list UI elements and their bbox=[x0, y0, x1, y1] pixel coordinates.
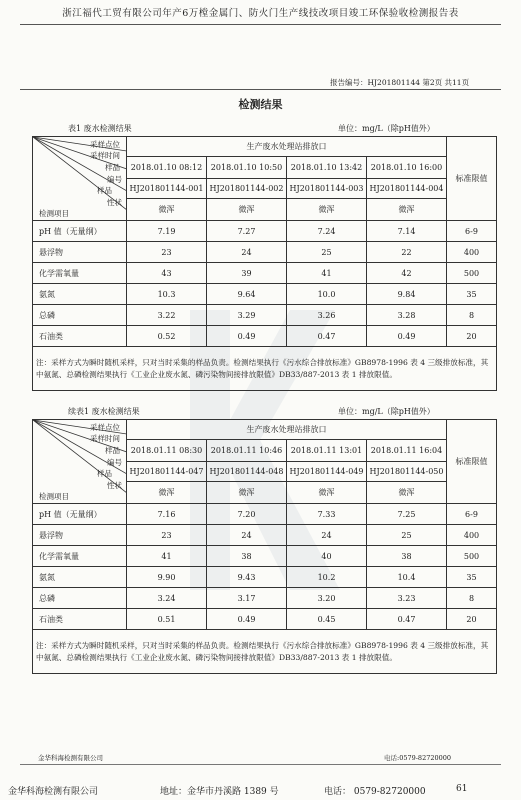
report-number-divider bbox=[20, 89, 501, 90]
table1-sample-id-2: HJ201801144-002 bbox=[207, 179, 287, 199]
limit-cell: 500 bbox=[447, 263, 497, 284]
value-cell: 3.17 bbox=[207, 588, 287, 609]
table-row bbox=[33, 525, 497, 546]
table1-sample-id-3: HJ201801144-003 bbox=[287, 179, 367, 199]
value-cell: 22 bbox=[367, 242, 447, 263]
footer-org-small: 金华科海检测有限公司 bbox=[38, 754, 103, 762]
value-cell: 0.47 bbox=[287, 326, 367, 347]
value-cell: 3.29 bbox=[207, 305, 287, 326]
value-cell: 3.28 bbox=[367, 305, 447, 326]
value-cell: 7.14 bbox=[367, 221, 447, 242]
limit-cell: 400 bbox=[447, 525, 497, 546]
value-cell: 3.22 bbox=[127, 305, 207, 326]
table-row bbox=[33, 504, 497, 525]
table1-sample-id-1: HJ201801144-001 bbox=[127, 179, 207, 199]
value-cell: 23 bbox=[127, 242, 207, 263]
table-row bbox=[33, 221, 497, 242]
value-cell: 41 bbox=[127, 546, 207, 567]
table2-location: 生产废水处理站排放口 bbox=[127, 420, 447, 440]
table1-time-4: 2018.01.10 16:00 bbox=[367, 157, 447, 179]
corner-label-time: 采样时间 bbox=[90, 434, 120, 443]
table2-sample-id-2: HJ201801144-048 bbox=[207, 462, 287, 482]
table1-time-2: 2018.01.10 10:50 bbox=[207, 157, 287, 179]
value-cell: 0.49 bbox=[207, 609, 287, 630]
row-item: pH 值（无量纲） bbox=[33, 504, 127, 525]
table2-limit-header: 标准限值 bbox=[447, 420, 497, 504]
value-cell: 24 bbox=[287, 525, 367, 546]
table2-sample-id-1: HJ201801144-047 bbox=[127, 462, 207, 482]
table2-corner-header bbox=[33, 420, 127, 504]
table2-time-2: 2018.01.11 10:46 bbox=[207, 440, 287, 462]
table1-time-1: 2018.01.10 08:12 bbox=[127, 157, 207, 179]
value-cell: 9.90 bbox=[127, 567, 207, 588]
footer-address: 地址：金华市丹溪路 1389 号 bbox=[160, 787, 279, 797]
table-row bbox=[33, 588, 497, 609]
row-item: 氨氮 bbox=[33, 284, 127, 305]
table1-appearance-3: 微浑 bbox=[287, 199, 367, 221]
table1-time-3: 2018.01.10 13:42 bbox=[287, 157, 367, 179]
row-item: 化学需氧量 bbox=[33, 263, 127, 284]
table-row bbox=[33, 263, 497, 284]
value-cell: 25 bbox=[287, 242, 367, 263]
table2-unit: 单位：mg/L（除pH值外） bbox=[338, 407, 435, 416]
table2-time-1: 2018.01.11 08:30 bbox=[127, 440, 207, 462]
row-item: 总磷 bbox=[33, 305, 127, 326]
corner-label-id: 编号 bbox=[107, 458, 122, 467]
value-cell: 7.27 bbox=[207, 221, 287, 242]
table2-wastewater-results bbox=[32, 419, 497, 674]
table1-caption: 表1 废水检测结果 bbox=[68, 124, 132, 133]
row-item: 氨氮 bbox=[33, 567, 127, 588]
table1-appearance-2: 微浑 bbox=[207, 199, 287, 221]
value-cell: 10.4 bbox=[367, 567, 447, 588]
table1-note: 注：采样方式为瞬时随机采样，只对当时采集的样品负责。检测结果执行《污水综合排放标准》GB8978-1996 表 4 三级排放标准，其中氨氮、总磷检测结果执行《工业企业废水氮、磷污染物间接排放限值》DB33/887-2013 表 1 排放限值。 bbox=[33, 347, 497, 391]
row-item: 石油类 bbox=[33, 326, 127, 347]
value-cell: 24 bbox=[207, 525, 287, 546]
limit-cell: 8 bbox=[447, 588, 497, 609]
value-cell: 9.64 bbox=[207, 284, 287, 305]
row-item: pH 值（无量纲） bbox=[33, 221, 127, 242]
corner-label-item: 检测项目 bbox=[39, 492, 69, 501]
table2-note: 注：采样方式为瞬时随机采样，只对当时采集的样品负责。检测结果执行《污水综合排放标准》GB8978-1996 表 4 三级排放标准，其中氨氮、总磷检测结果执行《工业企业废水氮、磷污染物间接排放限值》DB33/887-2013 表 1 排放限值。 bbox=[33, 630, 497, 674]
table2-appearance-2: 微浑 bbox=[207, 482, 287, 504]
corner-label-appearance: 性状 bbox=[107, 481, 122, 490]
value-cell: 7.33 bbox=[287, 504, 367, 525]
row-item: 悬浮物 bbox=[33, 525, 127, 546]
value-cell: 43 bbox=[127, 263, 207, 284]
table1-appearance-1: 微浑 bbox=[127, 199, 207, 221]
value-cell: 0.52 bbox=[127, 326, 207, 347]
value-cell: 7.16 bbox=[127, 504, 207, 525]
corner-label-sample: 样品 bbox=[105, 163, 120, 172]
table2-caption: 续表1 废水检测结果 bbox=[68, 407, 140, 416]
value-cell: 23 bbox=[127, 525, 207, 546]
document-header: 浙江福代工贸有限公司年产6万樘金属门、防火门生产线技改项目竣工环保验收检测报告表 bbox=[62, 8, 459, 19]
limit-cell: 500 bbox=[447, 546, 497, 567]
value-cell: 10.2 bbox=[287, 567, 367, 588]
value-cell: 24 bbox=[207, 242, 287, 263]
value-cell: 10.3 bbox=[127, 284, 207, 305]
table1-wastewater-results bbox=[32, 136, 497, 391]
value-cell: 40 bbox=[287, 546, 367, 567]
value-cell: 41 bbox=[287, 263, 367, 284]
row-item: 石油类 bbox=[33, 609, 127, 630]
table2-time-3: 2018.01.11 13:01 bbox=[287, 440, 367, 462]
value-cell: 38 bbox=[207, 546, 287, 567]
value-cell: 0.49 bbox=[207, 326, 287, 347]
table1-location: 生产废水处理站排放口 bbox=[127, 137, 447, 157]
footer-org: 金华科海检测有限公司 bbox=[8, 787, 99, 797]
table2-time-4: 2018.01.11 16:04 bbox=[367, 440, 447, 462]
value-cell: 0.47 bbox=[367, 609, 447, 630]
table-row bbox=[33, 609, 497, 630]
value-cell: 3.20 bbox=[287, 588, 367, 609]
limit-cell: 20 bbox=[447, 326, 497, 347]
value-cell: 7.24 bbox=[287, 221, 367, 242]
table-row bbox=[33, 305, 497, 326]
limit-cell: 8 bbox=[447, 305, 497, 326]
limit-cell: 6-9 bbox=[447, 221, 497, 242]
limit-cell: 400 bbox=[447, 242, 497, 263]
header-divider bbox=[20, 24, 501, 25]
value-cell: 3.23 bbox=[367, 588, 447, 609]
row-item: 总磷 bbox=[33, 588, 127, 609]
table2-appearance-1: 微浑 bbox=[127, 482, 207, 504]
value-cell: 3.24 bbox=[127, 588, 207, 609]
value-cell: 39 bbox=[207, 263, 287, 284]
value-cell: 0.45 bbox=[287, 609, 367, 630]
corner-label-id: 编号 bbox=[107, 175, 122, 184]
table1-corner-header bbox=[33, 137, 127, 221]
value-cell: 3.26 bbox=[287, 305, 367, 326]
value-cell: 0.51 bbox=[127, 609, 207, 630]
table1-appearance-4: 微浑 bbox=[367, 199, 447, 221]
limit-cell: 20 bbox=[447, 609, 497, 630]
limit-cell: 35 bbox=[447, 567, 497, 588]
table2-sample-id-3: HJ201801144-049 bbox=[287, 462, 367, 482]
table1-sample-id-4: HJ201801144-004 bbox=[367, 179, 447, 199]
value-cell: 38 bbox=[367, 546, 447, 567]
limit-cell: 6-9 bbox=[447, 504, 497, 525]
table2-appearance-4: 微浑 bbox=[367, 482, 447, 504]
row-item: 化学需氧量 bbox=[33, 546, 127, 567]
corner-label-sample: 样品 bbox=[105, 446, 120, 455]
footer-tel: 电话： 0579-82720000 bbox=[324, 787, 426, 797]
table1-unit: 单位：mg/L（除pH值外） bbox=[338, 124, 435, 133]
value-cell: 7.19 bbox=[127, 221, 207, 242]
value-cell: 42 bbox=[367, 263, 447, 284]
corner-label-appearance: 性状 bbox=[107, 198, 122, 207]
table-row bbox=[33, 242, 497, 263]
corner-label-item: 检测项目 bbox=[39, 209, 69, 218]
corner-label-sample2: 样品 bbox=[97, 186, 112, 195]
value-cell: 10.0 bbox=[287, 284, 367, 305]
table-row bbox=[33, 326, 497, 347]
table1-limit-header: 标准限值 bbox=[447, 137, 497, 221]
section-title: 检测结果 bbox=[238, 98, 283, 111]
table-row bbox=[33, 567, 497, 588]
corner-label-location: 采样点位 bbox=[90, 140, 120, 149]
value-cell: 7.20 bbox=[207, 504, 287, 525]
limit-cell: 35 bbox=[447, 284, 497, 305]
row-item: 悬浮物 bbox=[33, 242, 127, 263]
value-cell: 9.84 bbox=[367, 284, 447, 305]
report-number: 报告编号：HJ201801144 第2页 共11页 bbox=[330, 78, 470, 87]
value-cell: 25 bbox=[367, 525, 447, 546]
table-row bbox=[33, 546, 497, 567]
footer-tel-small: 电话:0579-82720000 bbox=[384, 754, 452, 762]
corner-label-time: 采样时间 bbox=[90, 151, 120, 160]
value-cell: 9.43 bbox=[207, 567, 287, 588]
footer-divider bbox=[20, 764, 501, 765]
corner-label-location: 采样点位 bbox=[90, 423, 120, 432]
table-row bbox=[33, 284, 497, 305]
value-cell: 0.49 bbox=[367, 326, 447, 347]
page-number: 61 bbox=[456, 784, 468, 794]
table2-appearance-3: 微浑 bbox=[287, 482, 367, 504]
table2-sample-id-4: HJ201801144-050 bbox=[367, 462, 447, 482]
corner-label-sample2: 样品 bbox=[97, 469, 112, 478]
value-cell: 7.25 bbox=[367, 504, 447, 525]
